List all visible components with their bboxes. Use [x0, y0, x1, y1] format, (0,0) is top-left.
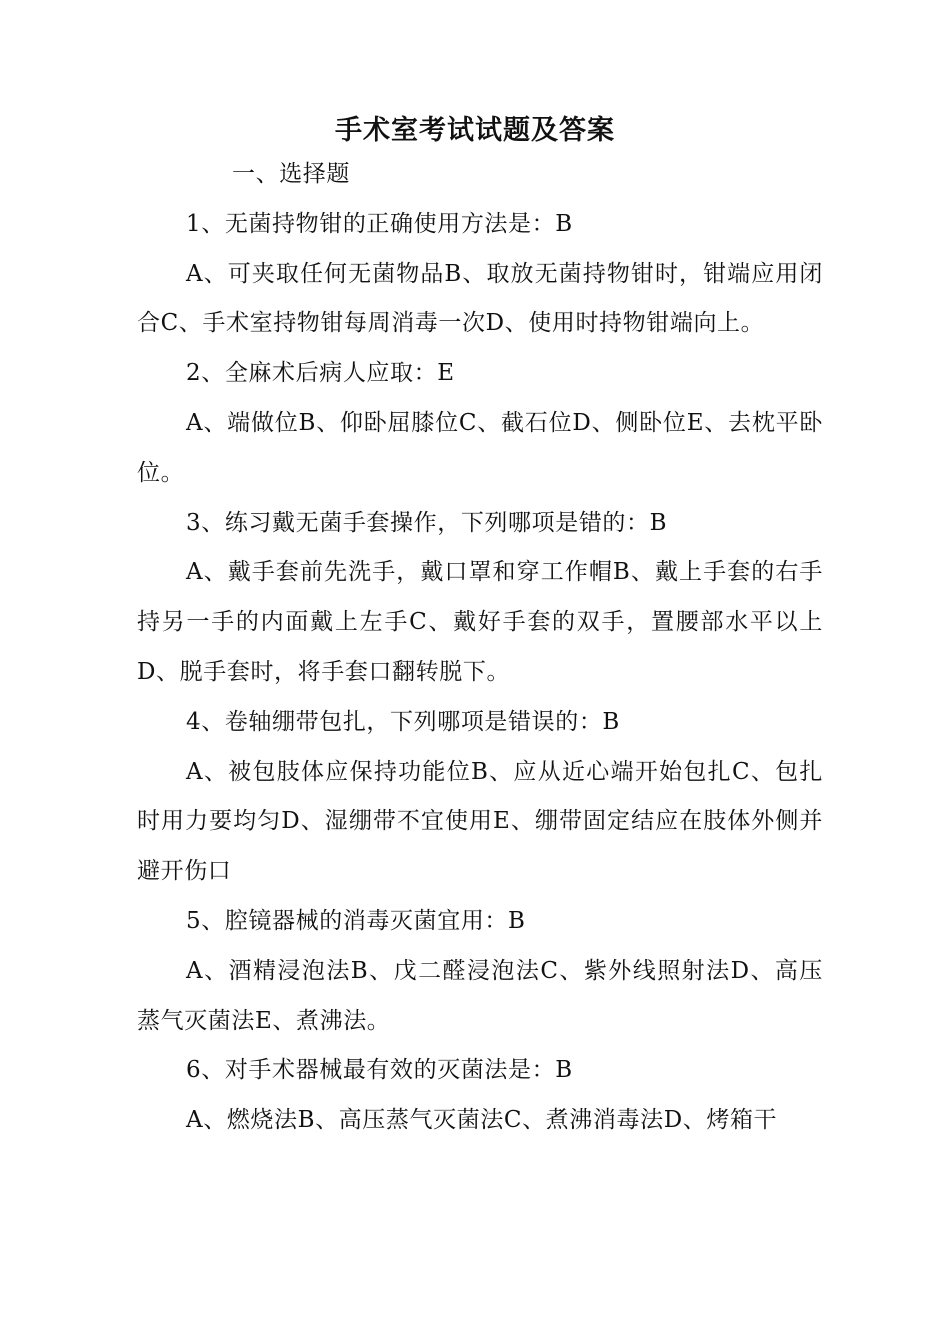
question-6-stem: 6、对手术器械最有效的灭菌法是：B: [186, 1057, 573, 1084]
question-1-options: A、可夹取任何无菌物品B、取放无菌持物钳时，钳端应用闭合C、手术室持物钳每周消毒一次D、使用时持物钳端向上。: [137, 260, 823, 337]
question-5-options: A、酒精浸泡法B、戊二醛浸泡法C、紫外线照射法D、高压蒸气灭菌法E、煮沸法。: [137, 957, 823, 1034]
question-3-stem: 3、练习戴无菌手套操作，下列哪项是错的：B: [186, 509, 668, 536]
question-4-options: A、被包肢体应保持功能位B、应从近心端开始包扎C、包扎时用力要均匀D、湿绷带不宜使用E、绷带固定结应在肢体外侧并避开伤口: [137, 758, 823, 885]
question-1-stem: 1、无菌持物钳的正确使用方法是：B: [186, 210, 573, 237]
question-3-options: A、戴手套前先洗手，戴口罩和穿工作帽B、戴上手套的右手持另一手的内面戴上左手C、戴好手套的双手，置腰部水平以上D、脱手套时，将手套口翻转脱下。: [137, 559, 823, 685]
document-title: 手术室考试试题及答案: [335, 115, 615, 146]
question-5-stem: 5、腔镜器械的消毒灭菌宜用：B: [186, 907, 526, 934]
question-2-options: A、端做位B、仰卧屈膝位C、截石位D、侧卧位E、去枕平卧位。: [137, 409, 823, 486]
question-6-options: A、燃烧法B、高压蒸气灭菌法C、煮沸消毒法D、烤箱干: [186, 1107, 778, 1134]
question-4-stem: 4、卷轴绷带包扎，下列哪项是错误的：B: [186, 708, 620, 735]
document-body: [137, 150, 823, 1146]
section-heading: 一、选择题: [232, 161, 350, 187]
question-2-stem: 2、全麻术后病人应取：E: [186, 360, 455, 387]
